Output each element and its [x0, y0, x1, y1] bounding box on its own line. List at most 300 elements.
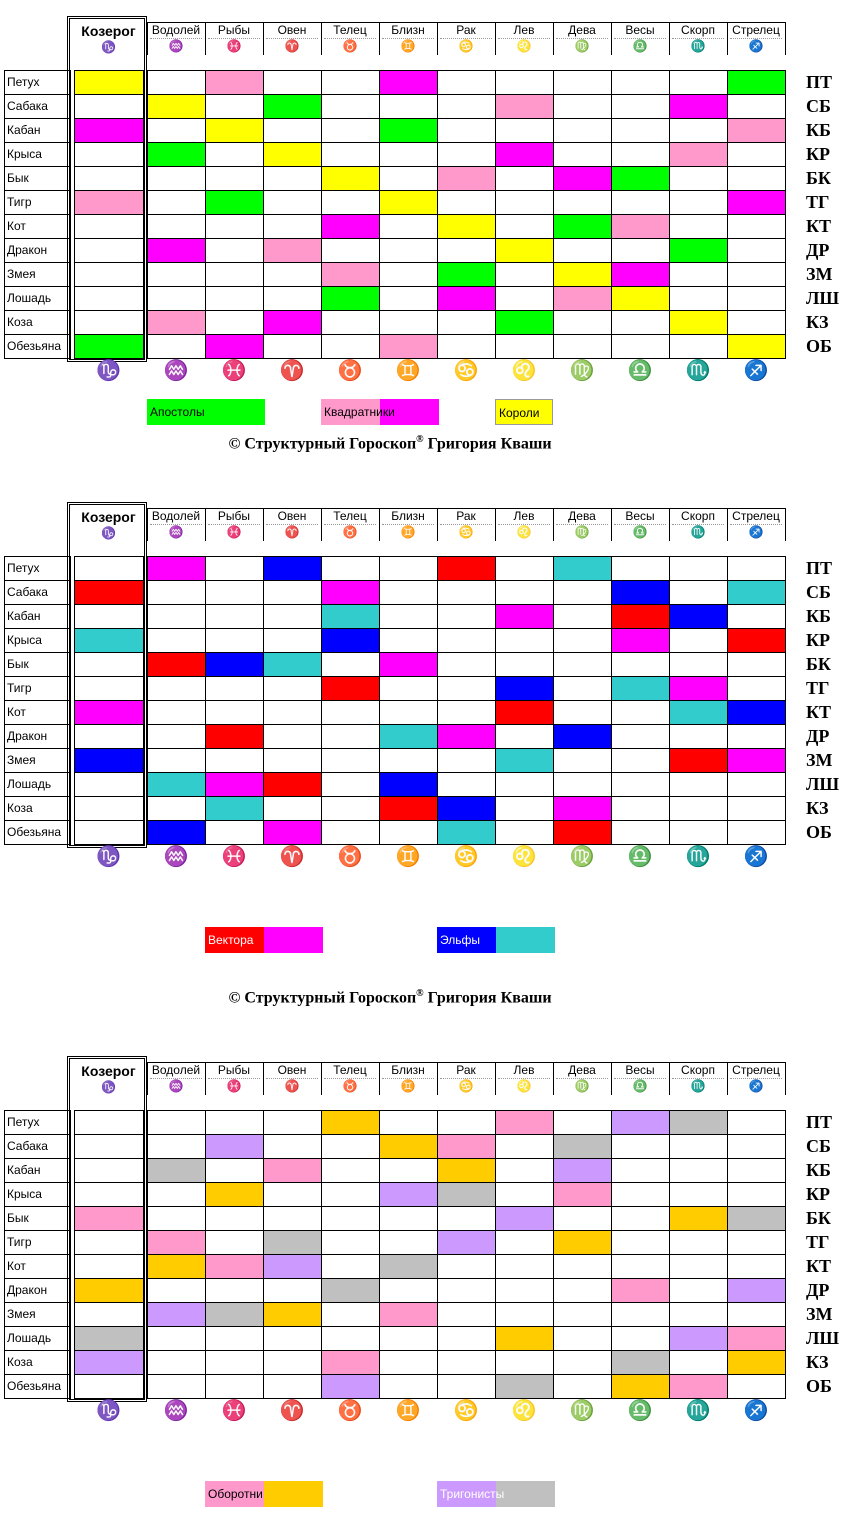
grid-cell [553, 1206, 612, 1231]
legend-2: Квадратники [321, 399, 439, 425]
grid-cell [495, 166, 554, 191]
grid-cell [263, 1350, 322, 1375]
row-label-6: Тигр [7, 195, 32, 209]
grid-cell [495, 604, 554, 629]
zodiac-symbol-icon: ♊ [395, 360, 421, 382]
grid-cell [669, 676, 728, 701]
grid-cell [437, 310, 496, 335]
grid-cell [74, 1182, 144, 1207]
zodiac-symbol-icon: ♓ [221, 1400, 247, 1422]
grid-cell [379, 1230, 438, 1255]
column-symbol-icon: ♌ [516, 1079, 532, 1093]
grid-cell [321, 1326, 380, 1351]
zodiac-symbol-icon: ♑ [96, 1400, 121, 1422]
grid-cell [553, 652, 612, 677]
grid-cell [321, 1254, 380, 1279]
zodiac-symbol-icon: ♈ [279, 846, 305, 868]
row-abbreviation-6: ТГ [806, 192, 830, 212]
row-abbreviation-2: СБ [806, 582, 831, 602]
grid-cell [727, 724, 786, 749]
grid-cell [437, 238, 496, 263]
column-symbol-icon: ♈ [284, 39, 300, 53]
row-label-5: Бык [7, 171, 29, 185]
grid-cell [321, 1206, 380, 1231]
row-label-8: Дракон [7, 729, 48, 743]
grid-cell [495, 724, 554, 749]
grid-cell [611, 580, 670, 605]
zodiac-symbol-icon: ♍ [569, 360, 595, 382]
grid-cell [74, 628, 144, 653]
grid-cell [611, 118, 670, 143]
grid-cell [263, 556, 322, 581]
legend-2: Тригонисты [437, 1481, 555, 1507]
grid-cell [321, 1110, 380, 1135]
zodiac-symbol-icon: ♒ [163, 360, 189, 382]
grid-cell [74, 1110, 144, 1135]
zodiac-symbol-icon: ♊ [395, 1400, 421, 1422]
grid-cell [379, 556, 438, 581]
grid-cell [611, 310, 670, 335]
legend-2: Эльфы [437, 927, 555, 953]
column-symbol-icon: ♍ [574, 1079, 590, 1093]
grid-cell [727, 1206, 786, 1231]
grid-cell [74, 724, 144, 749]
grid-cell [74, 1206, 144, 1231]
grid-cell [669, 94, 728, 119]
zodiac-symbol-icon: ♈ [279, 1400, 305, 1422]
grid-cell [74, 1374, 144, 1399]
grid-cell [263, 70, 322, 95]
grid-cell [263, 748, 322, 773]
grid-cell [727, 748, 786, 773]
row-abbreviation-7: КТ [806, 1256, 832, 1276]
grid-cell [495, 94, 554, 119]
column-symbol-icon: ♐ [748, 1079, 764, 1093]
grid-cell [205, 556, 264, 581]
grid-cell [147, 334, 206, 359]
grid-cell [611, 1158, 670, 1183]
row-label-12: Обезьяна [7, 1379, 62, 1393]
grid-cell [263, 214, 322, 239]
grid-cell [147, 652, 206, 677]
grid-cell [727, 1182, 786, 1207]
row-abbreviation-12: ОБ [806, 1376, 832, 1396]
column-header-11: Стрелец [732, 1063, 780, 1077]
grid-cell [727, 796, 786, 821]
grid-cell [74, 1230, 144, 1255]
grid-cell [727, 238, 786, 263]
column-header-10: Скорп [681, 1063, 715, 1077]
grid-cell [611, 1254, 670, 1279]
grid-cell [205, 1278, 264, 1303]
column-header-7: Лев [513, 23, 535, 37]
grid-cell [553, 1254, 612, 1279]
grid-cell [379, 748, 438, 773]
grid-cell [611, 748, 670, 773]
column-symbol-icon: ♏ [690, 1079, 706, 1093]
grid-cell [205, 652, 264, 677]
grid-cell [437, 262, 496, 287]
grid-cell [321, 676, 380, 701]
grid-cell [611, 556, 670, 581]
row-label-5: Бык [7, 1211, 29, 1225]
legend-1: Вектора [205, 927, 323, 953]
grid-cell [263, 676, 322, 701]
grid-cell [669, 1182, 728, 1207]
grid-cell [74, 238, 144, 263]
grid-cell [379, 1158, 438, 1183]
grid-cell [669, 724, 728, 749]
grid-cell [437, 142, 496, 167]
grid-cell [553, 1158, 612, 1183]
column-header-5: Близн [391, 1063, 425, 1077]
grid-cell [727, 1158, 786, 1183]
row-label-2: Сабака [7, 1139, 48, 1153]
grid-cell [74, 310, 144, 335]
grid-cell [727, 556, 786, 581]
grid-cell [495, 1230, 554, 1255]
grid-cell [553, 70, 612, 95]
column-symbol-icon: ♏ [690, 525, 706, 539]
grid-cell [263, 1158, 322, 1183]
grid-cell [611, 1230, 670, 1255]
grid-cell [379, 310, 438, 335]
column-symbol-icon: ♎ [632, 39, 648, 53]
grid-cell [727, 772, 786, 797]
grid-cell [611, 1110, 670, 1135]
grid-cell [727, 1110, 786, 1135]
grid-cell [495, 1302, 554, 1327]
grid-cell [553, 286, 612, 311]
grid-cell [611, 1350, 670, 1375]
grid-cell [321, 1374, 380, 1399]
row-abbreviation-5: БК [806, 1208, 831, 1228]
row-label-10: Лошадь [7, 291, 52, 305]
grid-cell [553, 1374, 612, 1399]
column-header-7: Лев [513, 1063, 535, 1077]
grid-cell [437, 70, 496, 95]
column-header-5: Близн [391, 509, 425, 523]
row-abbreviation-3: КБ [806, 606, 831, 626]
grid-cell [669, 1110, 728, 1135]
grid-cell [205, 1158, 264, 1183]
grid-cell [553, 556, 612, 581]
grid-cell [669, 262, 728, 287]
grid-cell [669, 820, 728, 845]
grid-cell [379, 1182, 438, 1207]
grid-cell [611, 286, 670, 311]
horoscope-table-2 [0, 502, 847, 1007]
grid-cell [379, 1206, 438, 1231]
row-abbreviation-7: КТ [806, 216, 832, 236]
grid-cell [553, 1326, 612, 1351]
grid-cell [205, 94, 264, 119]
column-symbol-icon: ♌ [516, 39, 532, 53]
column-header-11: Стрелец [732, 23, 780, 37]
column-symbol-icon: ♍ [574, 39, 590, 53]
grid-cell [263, 700, 322, 725]
grid-cell [495, 628, 554, 653]
grid-cell [205, 628, 264, 653]
corner-title: Козерог [81, 23, 136, 39]
corner-title: Козерог [81, 509, 136, 525]
grid-cell [263, 166, 322, 191]
grid-cell [611, 142, 670, 167]
grid-cell [553, 1302, 612, 1327]
row-label-11: Коза [7, 315, 33, 329]
grid-cell [321, 1158, 380, 1183]
grid-cell [321, 1278, 380, 1303]
grid-cell [437, 1134, 496, 1159]
grid-cell [669, 166, 728, 191]
grid-cell [321, 700, 380, 725]
column-header-2: Рыбы [217, 23, 251, 37]
zodiac-symbol-icon: ♏ [685, 846, 711, 868]
grid-cell [553, 334, 612, 359]
grid-cell [727, 604, 786, 629]
column-header-5: Близн [391, 23, 425, 37]
grid-cell [495, 334, 554, 359]
row-abbreviation-2: СБ [806, 96, 831, 116]
grid-cell [379, 1374, 438, 1399]
grid-cell [669, 580, 728, 605]
grid-cell [205, 1254, 264, 1279]
row-abbreviation-7: КТ [806, 702, 832, 722]
grid-cell [147, 1278, 206, 1303]
grid-cell [495, 286, 554, 311]
row-abbreviation-12: ОБ [806, 822, 832, 842]
grid-cell [437, 1374, 496, 1399]
grid-cell [263, 1254, 322, 1279]
grid-cell [263, 1326, 322, 1351]
grid-cell [437, 1302, 496, 1327]
grid-cell [263, 1206, 322, 1231]
grid-cell [321, 190, 380, 215]
grid-cell [727, 1134, 786, 1159]
row-label-12: Обезьяна [7, 339, 62, 353]
grid-cell [321, 1350, 380, 1375]
grid-cell [437, 748, 496, 773]
grid-cell [437, 724, 496, 749]
row-abbreviation-9: ЗМ [806, 264, 833, 284]
grid-cell [553, 1134, 612, 1159]
zodiac-symbol-icon: ♍ [569, 1400, 595, 1422]
grid-cell [437, 1350, 496, 1375]
grid-cell [553, 580, 612, 605]
grid-cell [437, 580, 496, 605]
grid-cell [495, 652, 554, 677]
grid-cell [379, 70, 438, 95]
grid-cell [437, 190, 496, 215]
grid-cell [611, 238, 670, 263]
zodiac-symbol-icon: ♎ [627, 846, 653, 868]
grid-cell [553, 118, 612, 143]
row-abbreviation-1: ПТ [806, 72, 833, 92]
horoscope-table-1 [0, 16, 847, 486]
grid-cell [263, 262, 322, 287]
row-abbreviation-9: ЗМ [806, 1304, 833, 1324]
column-symbol-icon: ♒ [168, 525, 184, 539]
grid-cell [321, 334, 380, 359]
grid-cell [147, 142, 206, 167]
grid-cell [669, 214, 728, 239]
grid-cell [379, 724, 438, 749]
grid-cell [321, 166, 380, 191]
grid-cell [205, 214, 264, 239]
grid-cell [379, 1278, 438, 1303]
grid-cell [611, 628, 670, 653]
grid-cell [495, 1374, 554, 1399]
grid-cell [437, 1278, 496, 1303]
grid-cell [437, 286, 496, 311]
grid-cell [437, 820, 496, 845]
row-label-2: Сабака [7, 585, 48, 599]
column-header-8: Дева [568, 1063, 596, 1077]
grid-cell [727, 820, 786, 845]
grid-cell [147, 724, 206, 749]
grid-cell [611, 772, 670, 797]
column-symbol-icon: ♐ [748, 39, 764, 53]
grid-cell [74, 334, 144, 359]
grid-cell [727, 1374, 786, 1399]
grid-cell [669, 796, 728, 821]
column-symbol-icon: ♉ [342, 525, 358, 539]
zodiac-symbol-icon: ♋ [453, 360, 479, 382]
column-symbol-icon: ♌ [516, 525, 532, 539]
grid-cell [205, 70, 264, 95]
column-header-1: Водолей [151, 509, 201, 523]
zodiac-symbol-icon: ♐ [743, 360, 769, 382]
grid-cell [205, 1326, 264, 1351]
column-symbol-icon: ♊ [400, 39, 416, 53]
row-label-4: Крыса [7, 1187, 42, 1201]
grid-cell [553, 628, 612, 653]
row-label-3: Кабан [7, 1163, 41, 1177]
grid-cell [147, 262, 206, 287]
grid-cell [553, 820, 612, 845]
column-header-2: Рыбы [217, 509, 251, 523]
corner-title: Козерог [81, 1063, 136, 1079]
column-symbol-icon: ♓ [226, 525, 242, 539]
row-abbreviation-12: ОБ [806, 336, 832, 356]
grid-cell [205, 190, 264, 215]
row-label-10: Лошадь [7, 1331, 52, 1345]
grid-cell [553, 748, 612, 773]
row-abbreviation-6: ТГ [806, 678, 830, 698]
grid-cell [495, 796, 554, 821]
grid-cell [379, 166, 438, 191]
grid-cell [379, 262, 438, 287]
grid-cell [669, 1350, 728, 1375]
grid-cell [727, 118, 786, 143]
grid-cell [727, 1230, 786, 1255]
grid-cell [437, 772, 496, 797]
grid-cell [727, 676, 786, 701]
grid-cell [495, 1158, 554, 1183]
grid-cell [727, 1350, 786, 1375]
grid-cell [74, 94, 144, 119]
grid-cell [669, 70, 728, 95]
zodiac-symbol-icon: ♈ [279, 360, 305, 382]
grid-cell [669, 772, 728, 797]
grid-cell [611, 820, 670, 845]
column-header-3: Овен [277, 509, 307, 523]
grid-cell [147, 580, 206, 605]
grid-cell [379, 676, 438, 701]
row-abbreviation-8: ДР [806, 726, 830, 746]
grid-cell [263, 238, 322, 263]
grid-cell [321, 724, 380, 749]
column-header-3: Овен [277, 23, 307, 37]
grid-cell [74, 70, 144, 95]
grid-cell [321, 118, 380, 143]
row-label-1: Петух [7, 561, 40, 575]
column-symbol-icon: ♒ [168, 1079, 184, 1093]
grid-cell [437, 1110, 496, 1135]
grid-cell [74, 1254, 144, 1279]
grid-cell [727, 652, 786, 677]
column-symbol-icon: ♉ [342, 1079, 358, 1093]
grid-cell [205, 1110, 264, 1135]
grid-cell [553, 1230, 612, 1255]
grid-cell [669, 628, 728, 653]
zodiac-symbol-icon: ♋ [453, 846, 479, 868]
grid-cell [495, 1206, 554, 1231]
grid-cell [553, 166, 612, 191]
grid-cell [147, 1326, 206, 1351]
row-label-8: Дракон [7, 1283, 48, 1297]
row-abbreviation-3: КБ [806, 120, 831, 140]
grid-cell [263, 604, 322, 629]
grid-cell [669, 310, 728, 335]
row-abbreviation-8: ДР [806, 1280, 830, 1300]
copyright-text: © Структурный Гороскоп® Григория Кваши [228, 988, 552, 1007]
column-header-3: Овен [277, 1063, 307, 1077]
column-header-2: Рыбы [217, 1063, 251, 1077]
column-symbol-icon: ♓ [226, 1079, 242, 1093]
grid-cell [495, 1182, 554, 1207]
grid-cell [379, 1350, 438, 1375]
horoscope-table-3 [0, 1056, 847, 1526]
grid-cell [205, 118, 264, 143]
grid-cell [495, 1350, 554, 1375]
grid-cell [727, 1326, 786, 1351]
grid-cell [147, 166, 206, 191]
grid-cell [74, 796, 144, 821]
grid-cell [379, 1134, 438, 1159]
row-label-9: Змея [7, 753, 36, 767]
grid-cell [147, 1254, 206, 1279]
grid-cell [74, 1326, 144, 1351]
grid-cell [379, 238, 438, 263]
grid-cell [611, 70, 670, 95]
column-symbol-icon: ♊ [400, 1079, 416, 1093]
grid-cell [553, 772, 612, 797]
grid-cell [205, 748, 264, 773]
row-label-9: Змея [7, 1307, 36, 1321]
grid-cell [611, 1374, 670, 1399]
grid-cell [263, 652, 322, 677]
zodiac-symbol-icon: ♉ [337, 360, 363, 382]
grid-cell [727, 166, 786, 191]
column-header-9: Весы [625, 1063, 655, 1077]
grid-cell [74, 142, 144, 167]
grid-cell [611, 604, 670, 629]
grid-cell [669, 1158, 728, 1183]
grid-cell [727, 142, 786, 167]
column-symbol-icon: ♈ [284, 525, 300, 539]
grid-cell [379, 1302, 438, 1327]
